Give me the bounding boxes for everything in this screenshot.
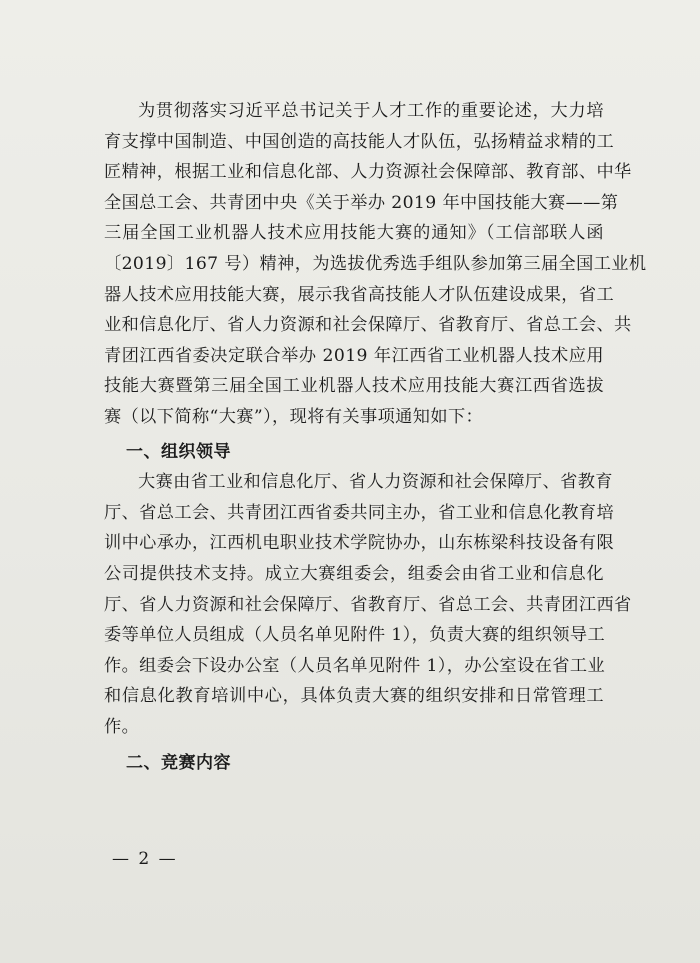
text-line: 公司提供技术支持。成立大赛组委会，组委会由省工业和信息化 [104, 563, 604, 584]
text-line: 厅、省人力资源和社会保障厅、省教育厅、省总工会、共青团江西省 [104, 594, 632, 615]
section-heading-organization: 一、组织领导 [126, 441, 231, 462]
text-line: 器人技术应用技能大赛，展示我省高技能人才队伍建设成果，省工 [104, 284, 615, 305]
text-line: 作。组委会下设办公室（人员名单见附件 1），办公室设在省工业 [104, 655, 606, 676]
text-line: 匠精神，根据工业和信息化部、人力资源社会保障部、教育部、中华 [104, 162, 632, 183]
text-line: 赛（以下简称“大赛”），现将有关事项通知如下： [104, 406, 484, 427]
page-number: — 2 — [112, 849, 178, 869]
text-line: 技能大赛暨第三届全国工业机器人技术应用技能大赛江西省选拔 [104, 376, 604, 397]
text-line: 训中心承办，江西机电职业技术学院协办，山东栋梁科技设备有限 [104, 533, 615, 554]
organization-paragraph [104, 467, 632, 742]
text-line: 作。 [104, 716, 140, 737]
text-line: 三届全国工业机器人技术应用技能大赛的通知》（工信部联人函 [104, 223, 604, 244]
text-line: 〔2019〕167 号）精神，为选拔优秀选手组队参加第三届全国工业机 [104, 253, 647, 274]
text-line: 全国总工会、共青团中央《关于举办 2019 年中国技能大赛——第 [104, 192, 619, 213]
document-body [104, 96, 647, 779]
text-line: 为贯彻落实习近平总书记关于人才工作的重要论述，大力培 [138, 101, 604, 121]
text-line: 和信息化教育培训中心，具体负责大赛的组织安排和日常管理工 [104, 686, 604, 707]
intro-paragraph [104, 96, 647, 433]
text-line: 青团江西省委决定联合举办 2019 年江西省工业机器人技术应用 [104, 345, 604, 366]
section-heading-competition-content: 二、竞赛内容 [126, 753, 231, 774]
text-line: 委等单位人员组成（人员名单见附件 1），负责大赛的组织领导工 [104, 625, 606, 646]
text-line: 业和信息化厅、省人力资源和社会保障厅、省教育厅、省总工会、共 [104, 315, 632, 336]
text-line: 厅、省总工会、共青团江西省委共同主办，省工业和信息化教育培 [104, 502, 615, 523]
text-line: 育支撑中国制造、中国创造的高技能人才队伍，弘扬精益求精的工 [104, 131, 615, 152]
text-line: 大赛由省工业和信息化厅、省人力资源和社会保障厅、省教育 [138, 472, 613, 493]
